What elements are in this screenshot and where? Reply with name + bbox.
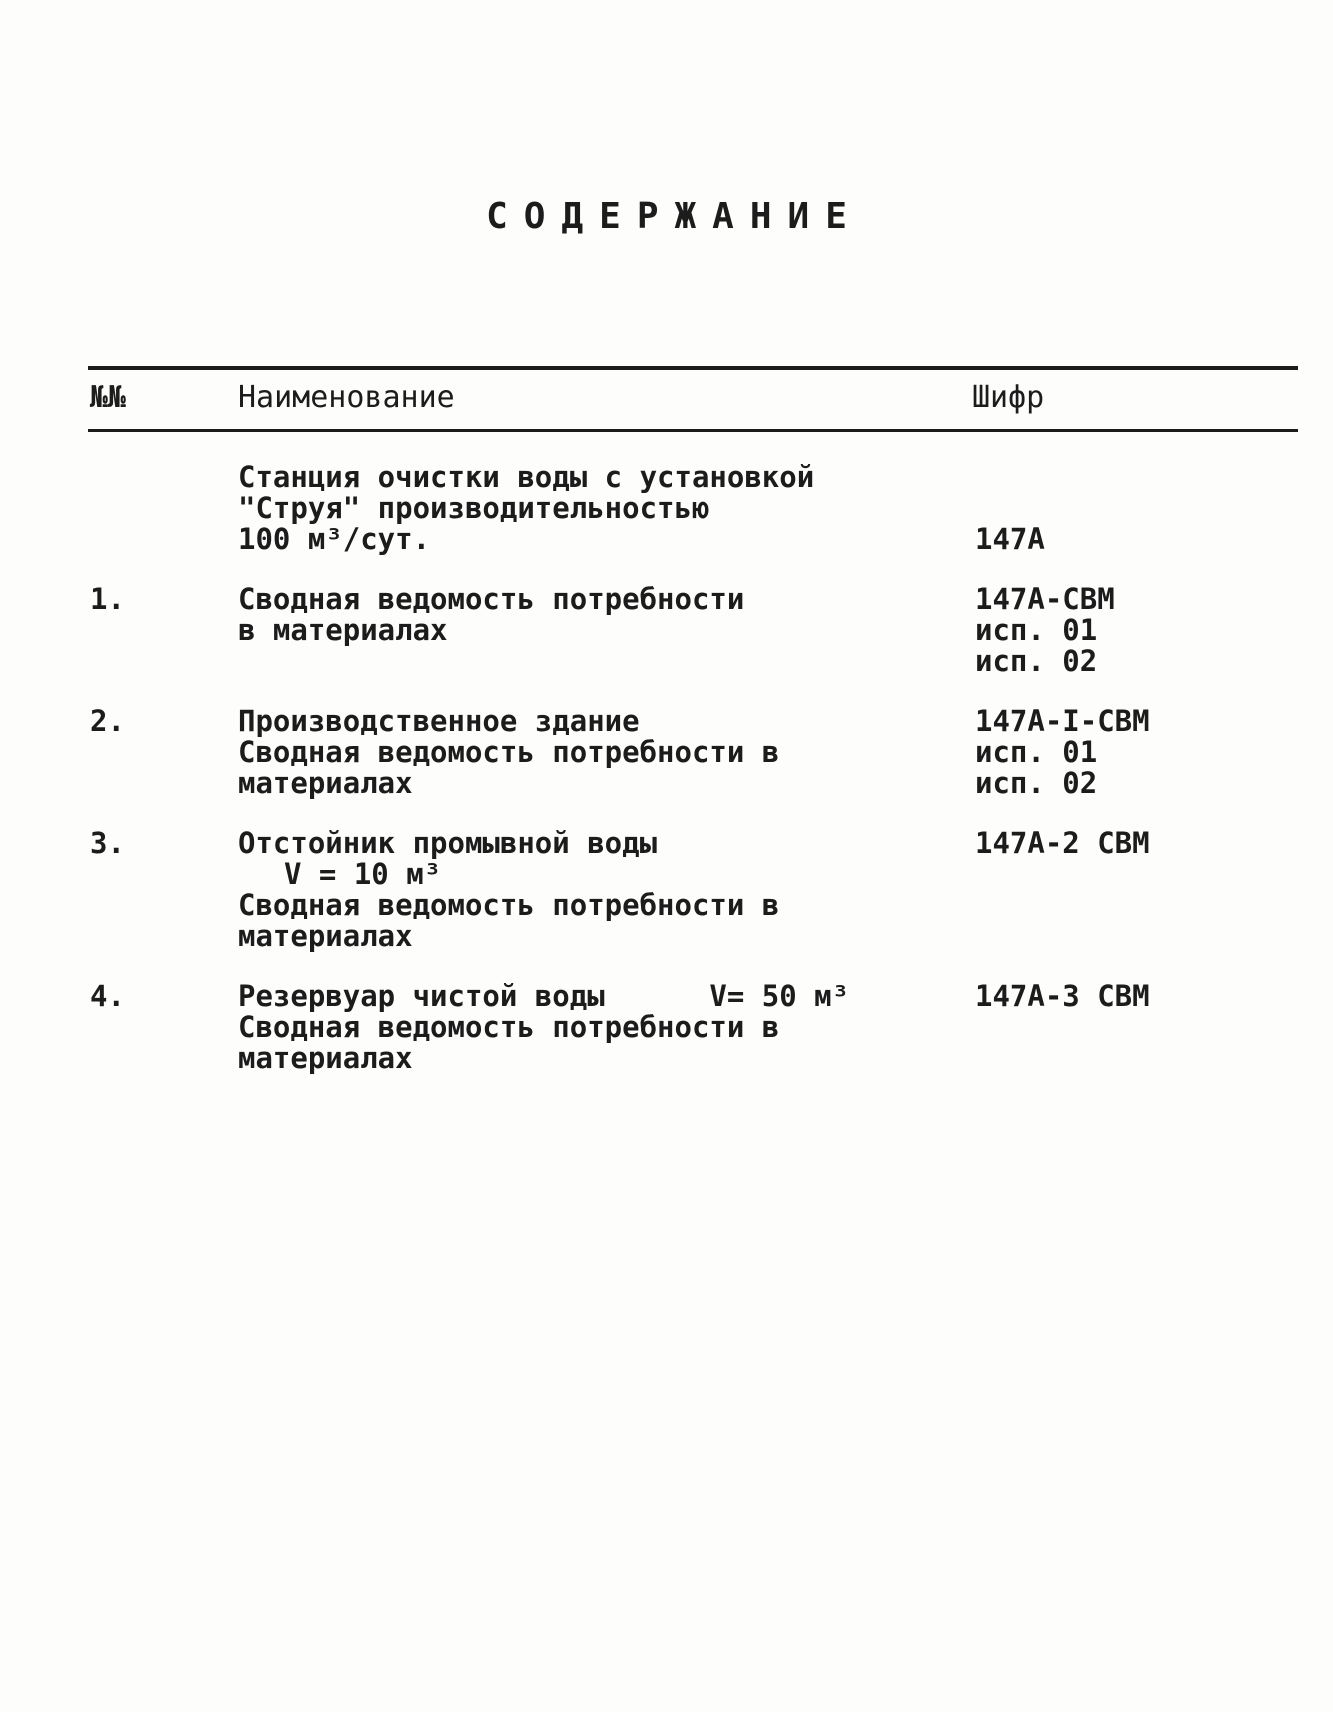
row-code	[975, 706, 1150, 799]
row-code-line: 147А	[975, 522, 1045, 556]
row-name-line: материалах	[238, 919, 413, 953]
row-code	[975, 828, 1150, 859]
table-top-rule	[88, 366, 1298, 370]
row-code-line: исп. 02	[975, 766, 1098, 800]
row-code-line: 147А-I-СВМ	[975, 704, 1150, 738]
row-code-line: 147А-СВМ	[975, 582, 1115, 616]
header-name: Наименование	[238, 380, 455, 415]
header-code: Шифр	[972, 380, 1045, 415]
row-name-line: V = 10 м³	[284, 857, 442, 891]
row-name-line: "Струя" производительностью	[238, 491, 710, 525]
row-name-line: 100 м³/сут.	[238, 522, 431, 556]
row-name-line: Сводная ведомость потребности в	[238, 735, 780, 769]
row-name	[238, 462, 938, 555]
row-name-line: Станция очистки воды с установкой	[238, 460, 815, 494]
row-code-line: исп. 01	[975, 613, 1098, 647]
row-name	[238, 828, 938, 952]
row-name-line: материалах	[238, 766, 413, 800]
row-name-line: Отстойник промывной воды	[238, 826, 658, 860]
row-name-line: Сводная ведомость потребности в	[238, 1010, 780, 1044]
row-name-line: Сводная ведомость потребности	[238, 582, 745, 616]
row-number: 2.	[90, 704, 125, 738]
row-name-line: Производственное здание	[238, 704, 640, 738]
row-number: 4.	[90, 979, 125, 1013]
row-name	[238, 584, 938, 646]
row-code-line: 147А-2 СВМ	[975, 826, 1150, 860]
row-number: 1.	[90, 582, 125, 616]
row-code	[975, 524, 1045, 555]
row-code	[975, 584, 1115, 677]
header-number: №№	[90, 380, 127, 415]
table-header-rule	[88, 429, 1298, 432]
row-name	[238, 706, 938, 799]
row-code	[975, 981, 1150, 1012]
row-name-line: Резервуар чистой воды V= 50 м³	[238, 979, 850, 1013]
page-title: СОДЕРЖАНИЕ	[486, 196, 863, 237]
row-code-line: исп. 02	[975, 644, 1098, 678]
row-name	[238, 981, 938, 1074]
row-code-line: 147А-3 СВМ	[975, 979, 1150, 1013]
row-name-line: в материалах	[238, 613, 448, 647]
row-number: 3.	[90, 826, 125, 860]
row-name-line: материалах	[238, 1041, 413, 1075]
row-code-line: исп. 01	[975, 735, 1098, 769]
row-name-line: Сводная ведомость потребности в	[238, 888, 780, 922]
